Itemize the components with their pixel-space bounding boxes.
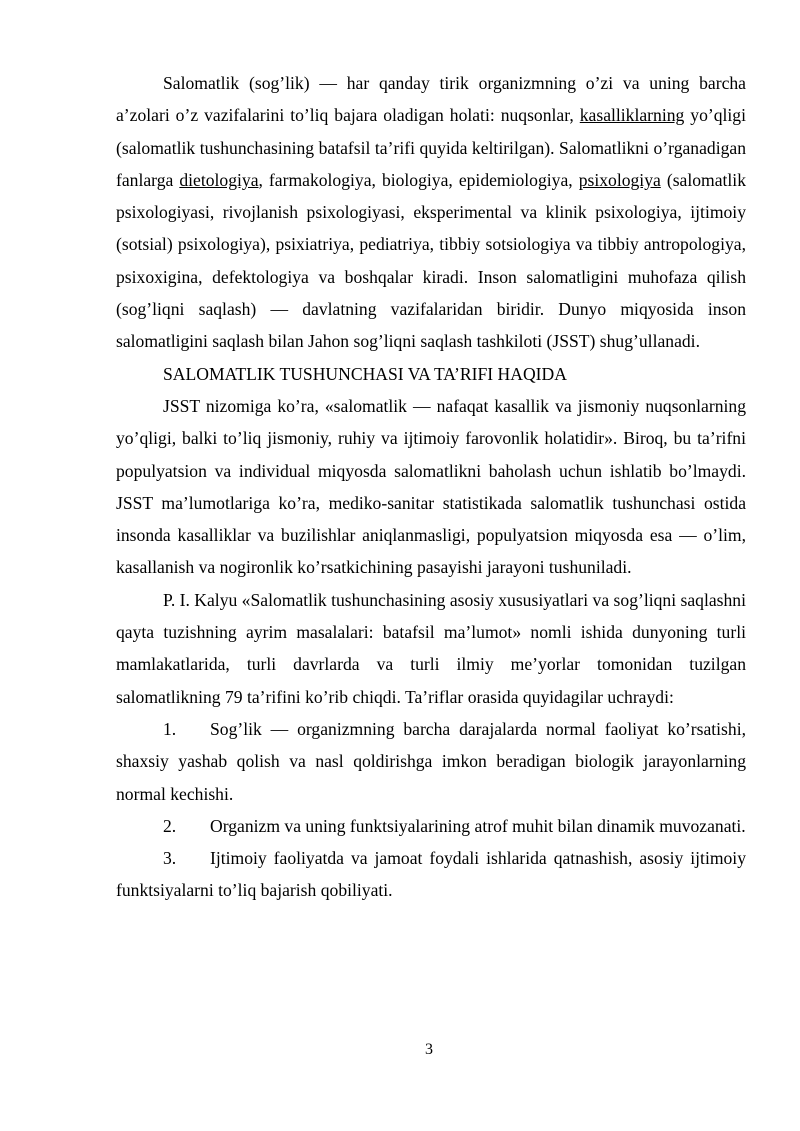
list-item-number: 3.	[163, 848, 177, 869]
list-item	[116, 713, 746, 810]
link-kasalliklarning[interactable]: kasalliklarning	[579, 105, 685, 126]
list-item	[116, 842, 746, 907]
list-item	[116, 810, 746, 842]
intro-text-2: yo’qligi (salomatlik tushunchasining batafsil ta’rifi quyida keltirilgan). Salomatlikni o’rganadigan fanlarga	[116, 105, 746, 190]
intro-text-4: (salomatlik psixologiyasi, rivojlanish psixologiyasi, eksperimental va klinik psixologiya, ijtimoiy (sotsial) psixologiya), psixiatriya, pediatriya, tibbiy sotsiologiya va tibbiy antropologiya, psixoxigina, defektologiya va boshqalar kiradi. Inson salomatligini muhofaza qilish (sog’liqni saqlash) — davlatning vazifalaridan biridir. Dunyo miqyosida inson salomatligini saqlash bilan Jahon sog’liqni saqlash tashkiloti (JSST) shug’ullanadi.	[116, 169, 746, 352]
kalyu-paragraph: P. I. Kalyu «Salomatlik tushunchasining asosiy xususiyatlari va sog’liqni saqlashni qayta tuzishning ayrim masalalari: batafsil ma’lumot» nomli ishida dunyoning turli mamlakatlarida, turli davrlarda va turli ilmiy me’yorlar tomonidan tuzilgan salomatlikning 79 ta’rifini ko’rib chiqdi. Ta’riflar orasida quyidagilar uchraydi:	[116, 589, 746, 707]
list-item-text: Sog’lik — organizmning barcha darajalarda normal faoliyat ko’rsatishi, shaxsiy yashab qolish va nasl qoldirishga imkon beradigan biologik jarayonlarning normal kechishi.	[116, 718, 746, 804]
intro-text-3: , farmakologiya, biologiya, epidemiologiya,	[258, 169, 579, 190]
who-definition-paragraph: JSST nizomiga ko’ra, «salomatlik — nafaqat kasallik va jismoniy nuqsonlarning yo’qligi, balki to’liq jismoniy, ruhiy va ijtimoiy farovonlik holatidir». Biroq, bu ta’rifni populyatsion va individual miqyosda salomatlikni baholash uchun ishlatib bo’lmaydi. JSST ma’lumotlariga ko’ra, mediko-sanitar statistikada salomatlik tushunchasi ostida insonda kasalliklar va buzilishlar aniqlanmasligi, populyatsion miqyosda esa — o’lim, kasallanish va nogironlik ko’rsatkichining pasayishi jarayoni tushuniladi.	[116, 395, 746, 578]
document-body	[116, 67, 746, 907]
list-item-text: Organizm va uning funktsiyalarining atrof muhit bilan dinamik muvozanati.	[210, 815, 746, 836]
list-item-number: 2.	[163, 815, 177, 836]
list-item-text: Ijtimoiy faoliyatda va jamoat foydali ishlarida qatnashish, asosiy ijtimoiy funktsiyalarni to’liq bajarish qobiliyati.	[116, 848, 746, 901]
page-number: 3	[425, 1041, 433, 1058]
list-item-number: 1.	[163, 718, 177, 739]
link-psixologiya[interactable]: psixologiya	[578, 169, 661, 190]
intro-text-1: Salomatlik (sog’lik) — har qanday tirik organizmning o’zi va uning barcha a’zolari o’z vazifalarini to’liq bajara oladigan holati: nuqsonlar,	[116, 73, 746, 126]
intro-paragraph	[116, 67, 746, 358]
section-heading: SALOMATLIK TUSHUNCHASI VA TA’RIFI HAQIDA	[163, 363, 567, 384]
link-dietologiya[interactable]: dietologiya	[179, 169, 259, 190]
